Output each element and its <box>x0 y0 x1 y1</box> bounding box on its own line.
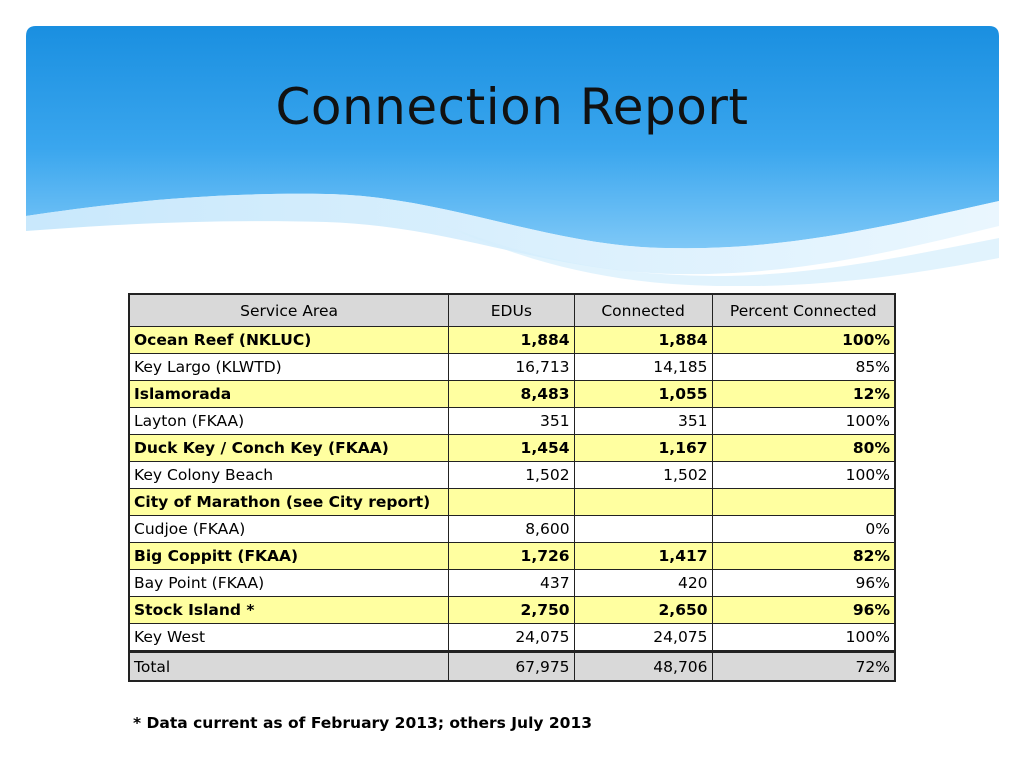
footnote: * Data current as of February 2013; others July 2013 <box>133 714 593 732</box>
header-connected: Connected <box>574 294 712 327</box>
header-banner <box>26 26 999 286</box>
edus-cell: 437 <box>449 570 574 597</box>
table-row <box>129 516 895 543</box>
service-area-cell: Ocean Reef (NKLUC) <box>129 327 449 354</box>
total-percent-cell: 72% <box>712 652 895 682</box>
table-row <box>129 489 895 516</box>
total-edus-cell: 67,975 <box>449 652 574 682</box>
table-row <box>129 408 895 435</box>
table-row <box>129 624 895 652</box>
service-area-cell: Big Coppitt (FKAA) <box>129 543 449 570</box>
table-row <box>129 462 895 489</box>
percent-cell: 100% <box>712 624 895 652</box>
service-area-cell: Key Colony Beach <box>129 462 449 489</box>
edus-cell: 8,600 <box>449 516 574 543</box>
table-header-row <box>129 294 895 327</box>
header-service-area: Service Area <box>129 294 449 327</box>
total-row <box>129 652 895 682</box>
edus-cell: 1,454 <box>449 435 574 462</box>
table-row <box>129 327 895 354</box>
table-row <box>129 543 895 570</box>
service-area-cell: Key West <box>129 624 449 652</box>
edus-cell: 1,502 <box>449 462 574 489</box>
connected-cell: 1,884 <box>574 327 712 354</box>
service-area-cell: Cudjoe (FKAA) <box>129 516 449 543</box>
percent-cell: 85% <box>712 354 895 381</box>
percent-cell: 80% <box>712 435 895 462</box>
edus-cell: 8,483 <box>449 381 574 408</box>
service-area-cell: Key Largo (KLWTD) <box>129 354 449 381</box>
percent-cell: 96% <box>712 570 895 597</box>
connected-cell: 351 <box>574 408 712 435</box>
edus-cell <box>449 489 574 516</box>
edus-cell: 1,726 <box>449 543 574 570</box>
edus-cell: 16,713 <box>449 354 574 381</box>
percent-cell: 100% <box>712 327 895 354</box>
connected-cell: 1,417 <box>574 543 712 570</box>
connection-report-table <box>128 293 896 682</box>
edus-cell: 24,075 <box>449 624 574 652</box>
percent-cell: 100% <box>712 408 895 435</box>
connected-cell: 24,075 <box>574 624 712 652</box>
service-area-cell: Layton (FKAA) <box>129 408 449 435</box>
service-area-cell: Duck Key / Conch Key (FKAA) <box>129 435 449 462</box>
connected-cell: 1,167 <box>574 435 712 462</box>
percent-cell: 0% <box>712 516 895 543</box>
connected-cell: 420 <box>574 570 712 597</box>
header-percent-connected: Percent Connected <box>712 294 895 327</box>
total-connected-cell: 48,706 <box>574 652 712 682</box>
edus-cell: 1,884 <box>449 327 574 354</box>
connected-cell: 1,502 <box>574 462 712 489</box>
percent-cell: 96% <box>712 597 895 624</box>
connected-cell <box>574 516 712 543</box>
header-edus: EDUs <box>449 294 574 327</box>
connected-cell: 1,055 <box>574 381 712 408</box>
service-area-cell: Stock Island * <box>129 597 449 624</box>
connected-cell: 2,650 <box>574 597 712 624</box>
table-row <box>129 597 895 624</box>
service-area-cell: Islamorada <box>129 381 449 408</box>
edus-cell: 2,750 <box>449 597 574 624</box>
service-area-cell: Bay Point (FKAA) <box>129 570 449 597</box>
percent-cell: 12% <box>712 381 895 408</box>
table-row <box>129 381 895 408</box>
connected-cell <box>574 489 712 516</box>
service-area-cell: City of Marathon (see City report) <box>129 489 449 516</box>
banner-wave-graphic <box>26 26 999 286</box>
connected-cell: 14,185 <box>574 354 712 381</box>
table-row <box>129 435 895 462</box>
percent-cell <box>712 489 895 516</box>
table-row <box>129 354 895 381</box>
percent-cell: 82% <box>712 543 895 570</box>
total-label-cell: Total <box>129 652 449 682</box>
table-row <box>129 570 895 597</box>
percent-cell: 100% <box>712 462 895 489</box>
edus-cell: 351 <box>449 408 574 435</box>
slide-title: Connection Report <box>275 78 749 136</box>
